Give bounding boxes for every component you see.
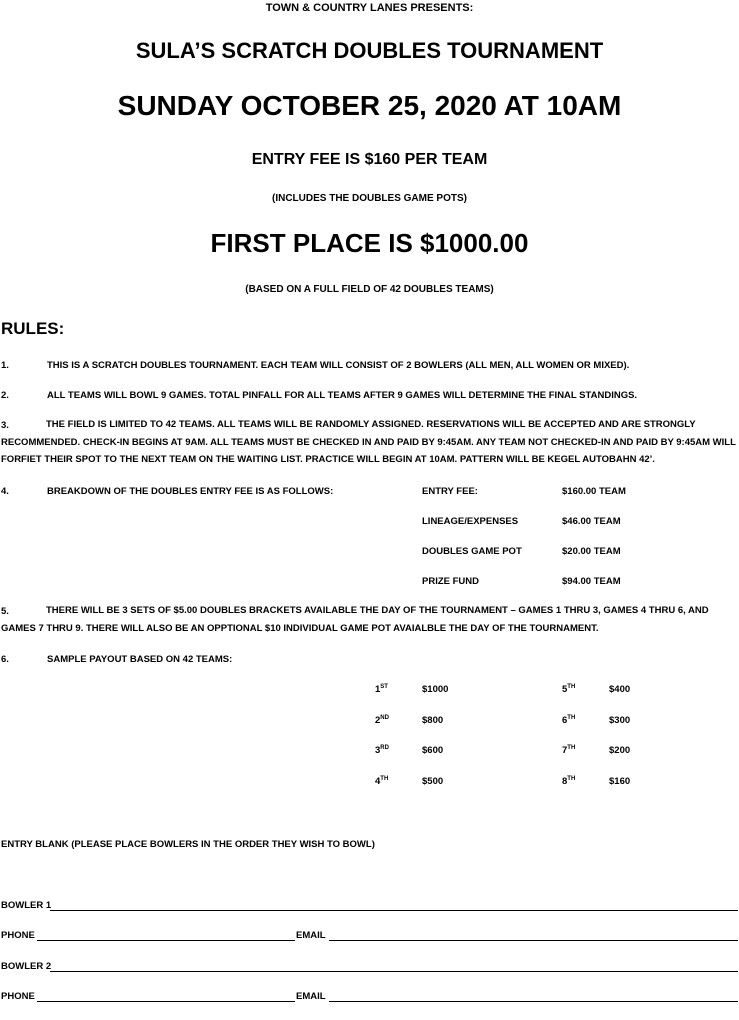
rule-text: BREAKDOWN OF THE DOUBLES ENTRY FEE IS AS FOLLOWS: bbox=[47, 486, 334, 497]
rule-number: 1. bbox=[1, 360, 9, 371]
payout-place: 2ND bbox=[375, 714, 389, 726]
payout-amount: $200 bbox=[609, 745, 631, 756]
includes-note: (INCLUDES THE DOUBLES GAME POTS) bbox=[271, 193, 467, 204]
first-place-line: FIRST PLACE IS $1000.00 bbox=[210, 228, 529, 258]
rule-number: 5. bbox=[1, 606, 9, 617]
rule-number: 3. bbox=[1, 420, 9, 431]
payout-amount: $300 bbox=[609, 715, 631, 726]
payout-place: 1ST bbox=[375, 683, 388, 695]
fee-amount: $160.00 TEAM bbox=[562, 486, 626, 497]
based-on-note: (BASED ON A FULL FIELD OF 42 DOUBLES TEAMS) bbox=[245, 284, 494, 295]
payout-place: 3RD bbox=[375, 744, 389, 756]
email-label: EMAIL bbox=[296, 991, 326, 1002]
payout-place: 8TH bbox=[562, 775, 576, 787]
bowler1-email-field[interactable] bbox=[329, 940, 738, 941]
bowler2-name-field[interactable] bbox=[50, 971, 738, 972]
bowler1-phone-field[interactable] bbox=[37, 940, 295, 941]
payout-amount: $400 bbox=[609, 684, 631, 695]
presenter-line: TOWN & COUNTRY LANES PRESENTS: bbox=[265, 2, 474, 14]
fee-amount: $46.00 TEAM bbox=[562, 516, 621, 527]
phone-label: PHONE bbox=[1, 930, 35, 941]
tournament-title: SULA’S SCRATCH DOUBLES TOURNAMENT bbox=[135, 38, 604, 63]
entry-blank-label: ENTRY BLANK (PLEASE PLACE BOWLERS IN THE ORDER THEY WISH TO BOWL) bbox=[1, 839, 375, 850]
payout-amount: $600 bbox=[422, 745, 444, 756]
bowler2-label: BOWLER 2 bbox=[1, 961, 52, 972]
payout-place: 4TH bbox=[375, 775, 389, 787]
phone-label: PHONE bbox=[1, 991, 35, 1002]
payout-place: 6TH bbox=[562, 714, 576, 726]
fee-amount: $94.00 TEAM bbox=[562, 576, 621, 587]
email-label: EMAIL bbox=[296, 930, 326, 941]
payout-amount: $160 bbox=[609, 776, 631, 787]
tournament-date: SUNDAY OCTOBER 25, 2020 AT 10AM bbox=[117, 90, 622, 121]
payout-amount: $1000 bbox=[422, 684, 449, 695]
rule-text: THERE WILL BE 3 SETS OF $5.00 DOUBLES BRACKETS AVAILABLE THE DAY OF THE TOURNAMENT – GAMES 1 THRU 3, GAMES 4 THRU 6, AND GAMES 7 THRU 9. THERE WILL ALSO BE AN OPPTIONAL $10 INDIVIDUAL GAME POT AVAIALBLE THE DAY OF THE TOURNAMENT. bbox=[1, 605, 709, 634]
fee-label: ENTRY FEE: bbox=[422, 486, 478, 497]
rules-heading: RULES: bbox=[1, 319, 65, 338]
bowler2-phone-field[interactable] bbox=[37, 1001, 295, 1002]
fee-label: DOUBLES GAME POT bbox=[422, 546, 522, 557]
rule-text: SAMPLE PAYOUT BASED ON 42 TEAMS: bbox=[47, 654, 233, 665]
fee-label: LINEAGE/EXPENSES bbox=[422, 516, 519, 527]
rule-text: THE FIELD IS LIMITED TO 42 TEAMS. ALL TEAMS WILL BE RANDOMLY ASSIGNED. RESERVATIONS WILL BE ACCEPTED AND ARE STRONGLY RECOMMENDED. CHECK-IN BEGINS AT 9AM. ALL TEAMS MUST BE CHECKED IN AND PAID BY 9:45AM. ANY TEAM NOT CHECKED-IN AND PAID BY 9:45AM WILL FORFIET THEIR SPOT TO THE NEXT TEAM ON THE WAITING LIST. PRACTICE WILL BEGIN AT 10AM. PATTERN WILL BE KEGEL AUTOBAHN 42’. bbox=[1, 419, 736, 465]
rule-text: ALL TEAMS WILL BOWL 9 GAMES. TOTAL PINFALL FOR ALL TEAMS AFTER 9 GAMES WILL DETERMINE THE FINAL STANDINGS. bbox=[47, 390, 638, 401]
rule-number: 6. bbox=[1, 654, 9, 665]
payout-place: 7TH bbox=[562, 744, 576, 756]
bowler2-email-field[interactable] bbox=[329, 1001, 738, 1002]
rule-number: 4. bbox=[1, 486, 9, 497]
fee-amount: $20.00 TEAM bbox=[562, 546, 621, 557]
payout-amount: $500 bbox=[422, 776, 444, 787]
fee-label: PRIZE FUND bbox=[422, 576, 479, 587]
payout-place: 5TH bbox=[562, 683, 576, 695]
bowler1-name-field[interactable] bbox=[50, 910, 738, 911]
bowler1-label: BOWLER 1 bbox=[1, 900, 52, 911]
payout-amount: $800 bbox=[422, 715, 444, 726]
rule-text: THIS IS A SCRATCH DOUBLES TOURNAMENT. EACH TEAM WILL CONSIST OF 2 BOWLERS (ALL MEN, ALL WOMEN OR MIXED). bbox=[47, 360, 630, 371]
entry-fee-line: ENTRY FEE IS $160 PER TEAM bbox=[251, 151, 488, 168]
rule-number: 2. bbox=[1, 390, 9, 401]
